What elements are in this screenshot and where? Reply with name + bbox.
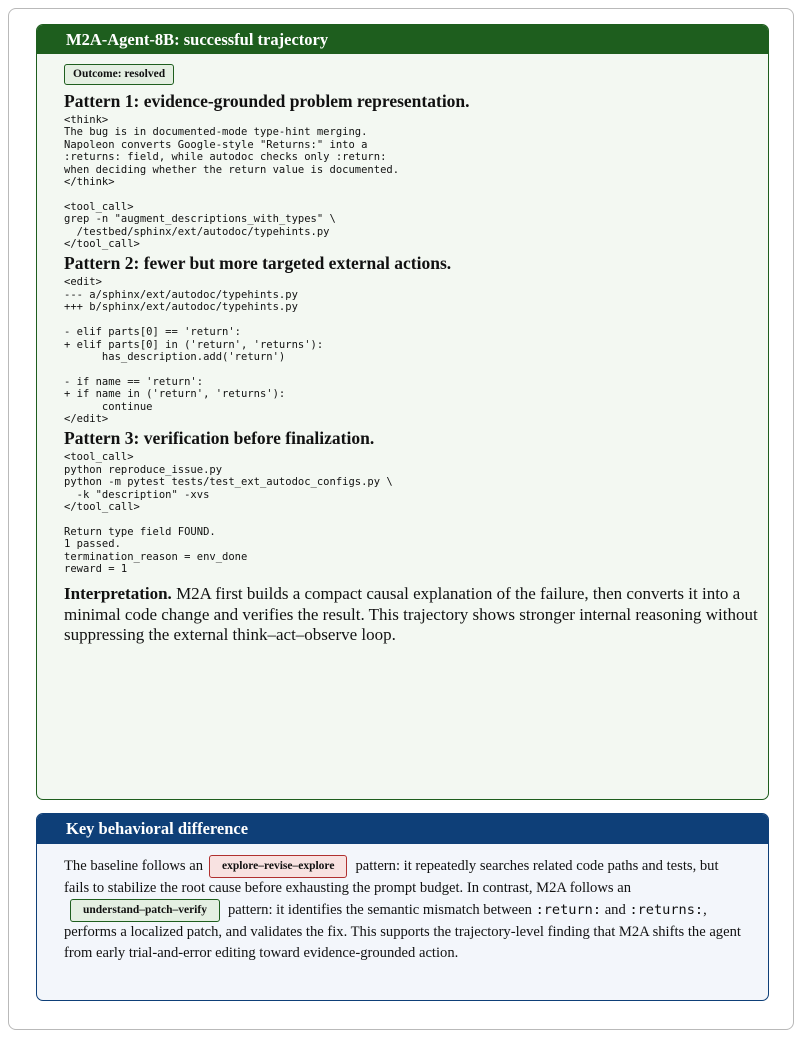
text-segment: pattern: it repeatedly searches related code paths and tests, but fails to stabilize the root cause before exhausting the prompt budget. In contrast, M2A follows an — [64, 858, 719, 896]
interpretation-paragraph — [64, 584, 764, 646]
text-segment: , performs a localized patch, and validates the fix. This supports the trajectory-level finding that M2A shifts the agent from early trial-and-error editing toward evidence-grounded action. — [64, 901, 741, 961]
pattern-2-code: <edit> --- a/sphinx/ext/autodoc/typehints.py +++ b/sphinx/ext/autodoc/typehints.py - elif parts[0] == 'return': + elif parts[0] in ('return', 'returns'): has_description.add('return') - if name == 'return': + if name in ('return', 'returns'): continue </edit> — [64, 276, 324, 425]
successful-trajectory-box — [36, 24, 769, 800]
understand-patch-verify-pill: understand–patch–verify — [70, 899, 220, 922]
green-box-title: M2A-Agent-8B: successful trajectory — [37, 25, 768, 54]
pattern-1-heading: Pattern 1: evidence-grounded problem representation. — [64, 91, 470, 111]
interpretation-label: Interpretation. — [64, 584, 172, 604]
explore-revise-explore-pill: explore–revise–explore — [209, 855, 347, 878]
return-code: :return: — [535, 901, 602, 918]
pattern-3-code: <tool_call> python reproduce_issue.py python -m pytest tests/test_ext_autodoc_configs.py \ -k "description" -xvs </tool_call> Return type field FOUND. 1 passed. termination_reason = env_done reward = 1 — [64, 451, 393, 575]
pattern-1-code: <think> The bug is in documented-mode type-hint merging. Napoleon converts Google-style "Returns:" into a :returns: field, while autodoc checks only :return: when deciding whether the return value is documented. </think> <tool_call> grep -n "augment_descriptions_with_types" \ /testbed/sphinx/ext/autodoc/typehints.py </tool_call> — [64, 114, 400, 251]
text-segment: and — [604, 901, 626, 918]
pattern-3-heading: Pattern 3: verification before finalization. — [64, 428, 375, 449]
blue-box-title: Key behavioral difference — [37, 814, 768, 844]
pattern-2-heading: Pattern 2: fewer but more targeted external actions. — [64, 253, 452, 274]
text-segment: The baseline follows an — [64, 858, 204, 874]
key-difference-paragraph — [37, 844, 768, 963]
outcome-badge: Outcome: resolved — [64, 64, 174, 85]
returns-code: :returns: — [629, 901, 704, 918]
key-difference-box — [36, 813, 769, 1001]
text-segment: pattern: it identifies the semantic mismatch between — [227, 901, 532, 918]
interpretation-text: M2A first builds a compact causal explanation of the failure, then converts it into a minimal code change and verifies the result. This trajectory shows stronger internal reasoning without suppressing the external think–act–observe loop. — [64, 584, 758, 645]
